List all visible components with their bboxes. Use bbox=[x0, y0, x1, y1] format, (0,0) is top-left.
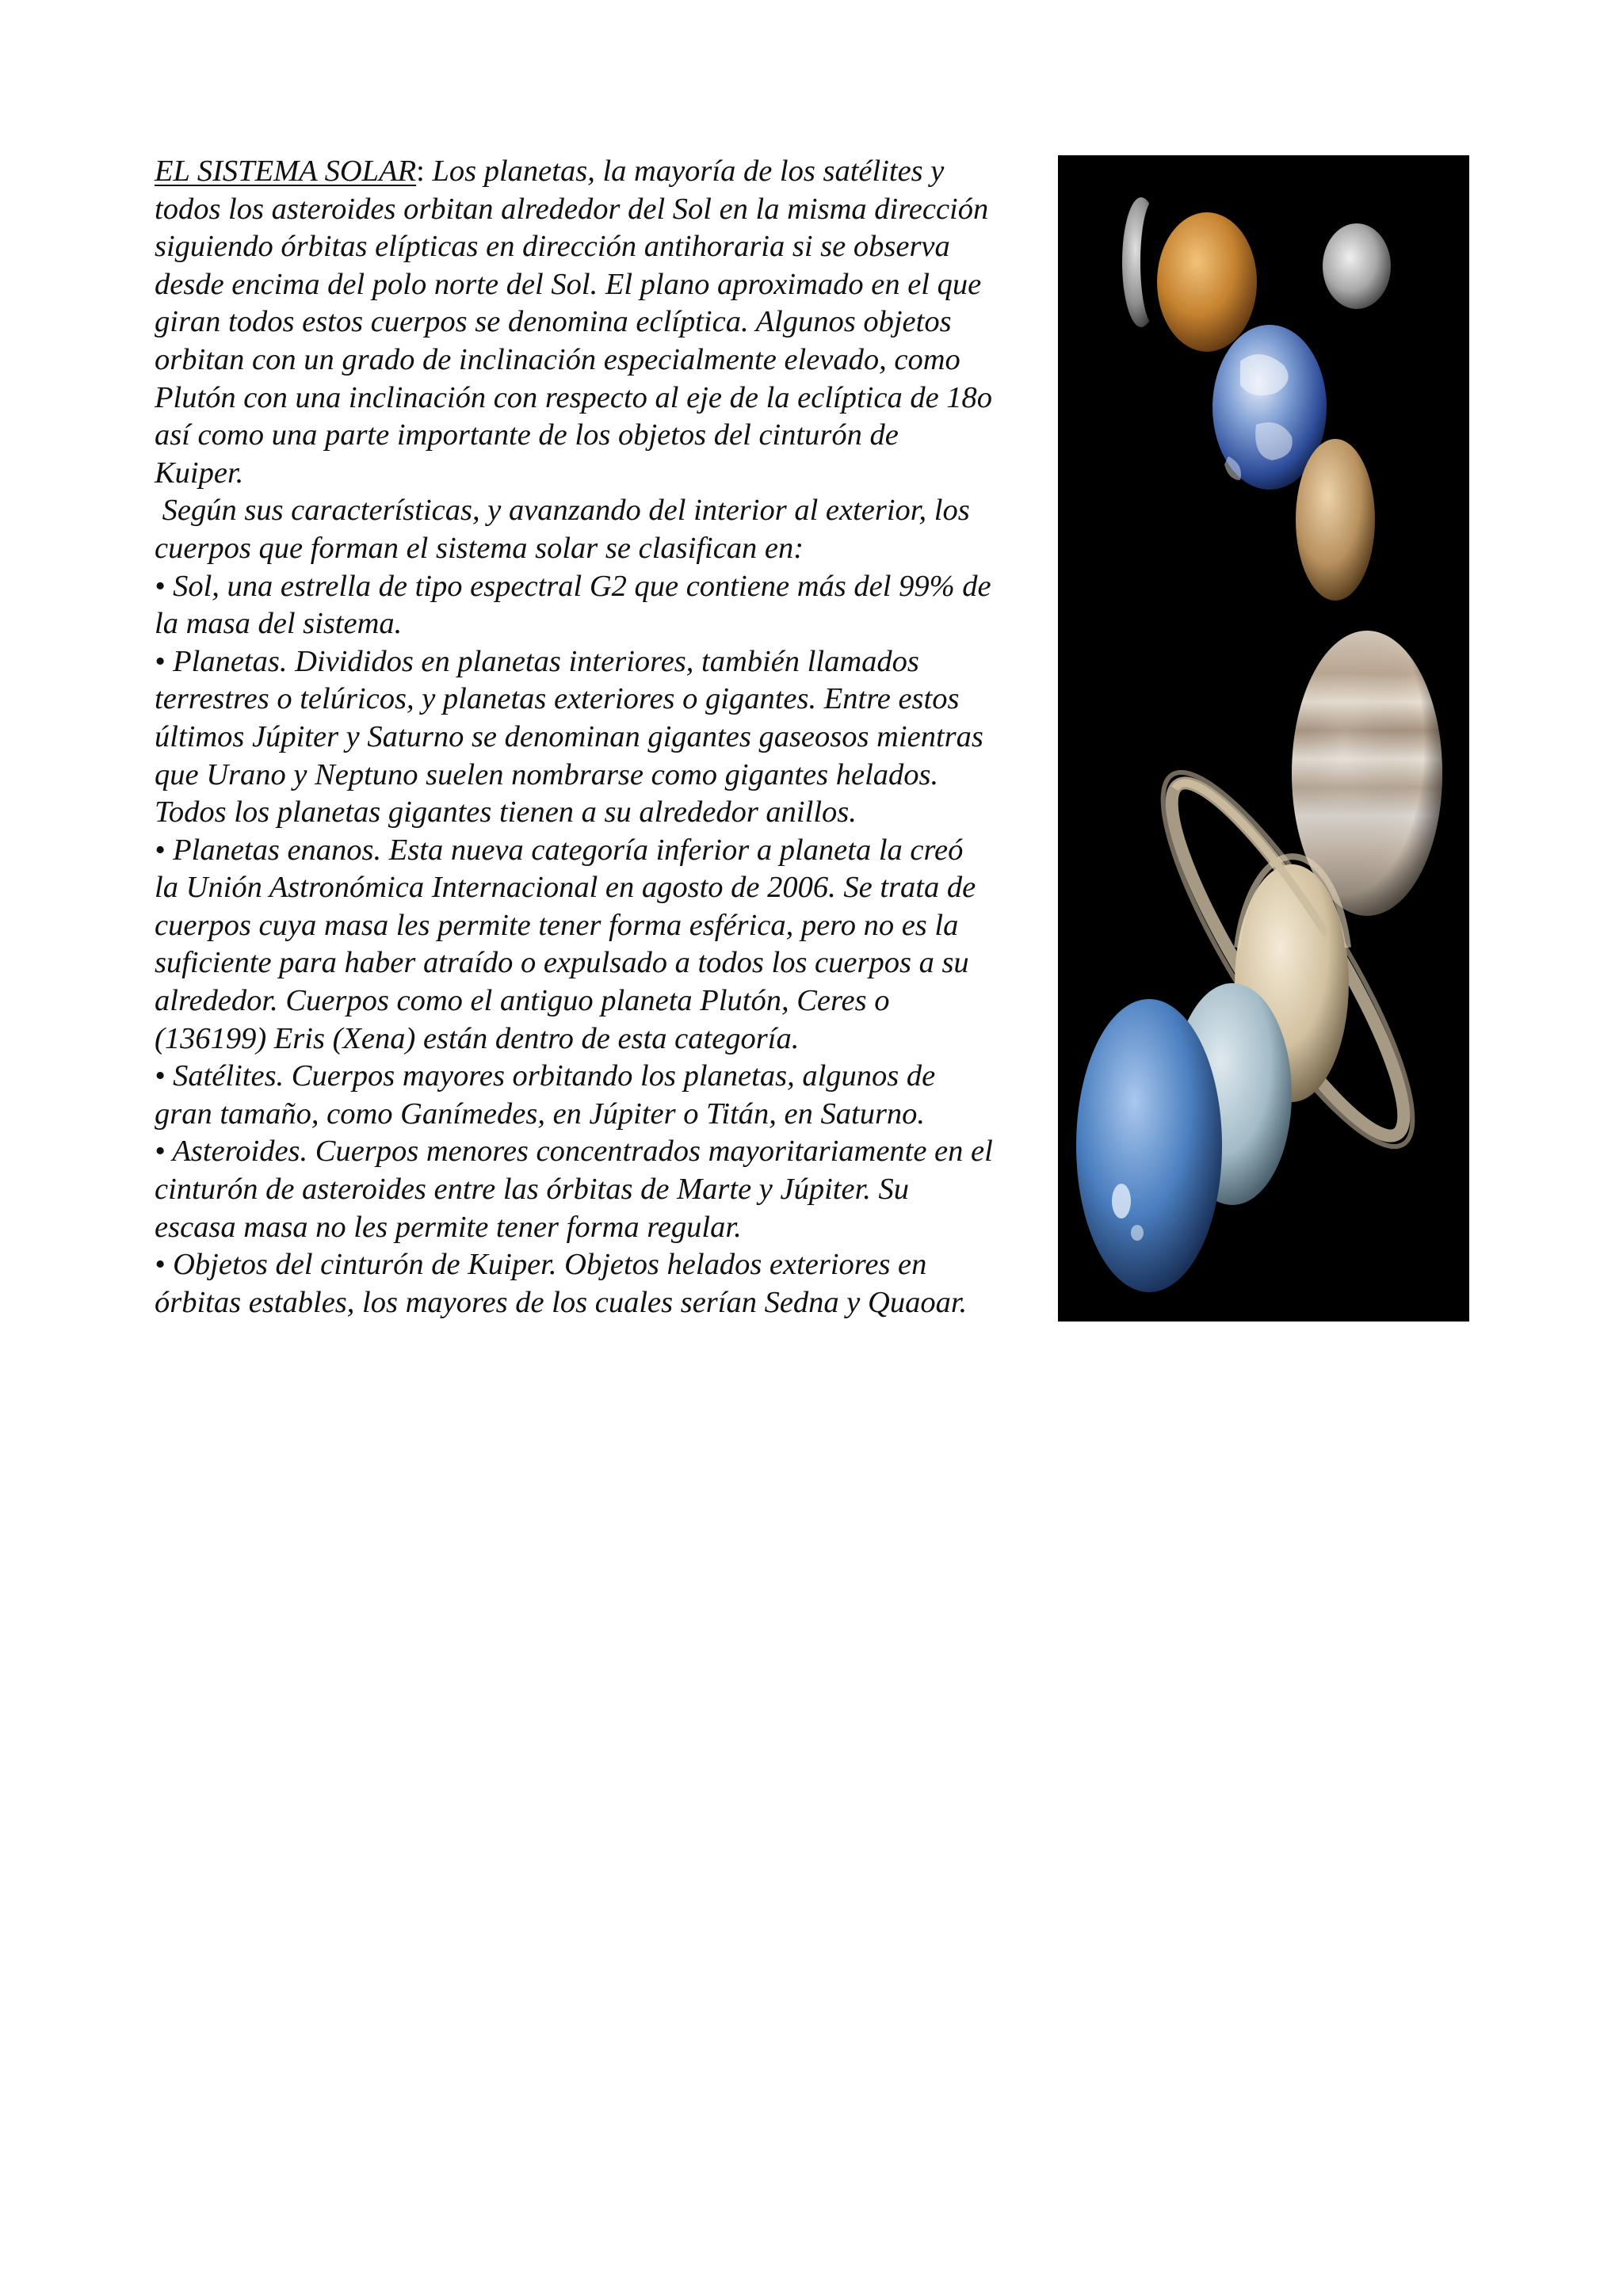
document-body bbox=[155, 153, 1066, 1322]
text-line: alrededor. Cuerpos como el antiguo planeta Plutón, Ceres o bbox=[155, 984, 890, 1018]
moon bbox=[1323, 223, 1391, 309]
text-line: últimos Júpiter y Saturno se denominan gigantes gaseosos mientras bbox=[155, 719, 983, 753]
text-line: cuerpos cuya masa les permite tener forma esférica, pero no es la bbox=[155, 908, 959, 942]
text-line: cinturón de asteroides entre las órbitas de Marte y Júpiter. Su bbox=[155, 1173, 910, 1207]
text-line: (136199) Eris (Xena) están dentro de esta categoría. bbox=[155, 1021, 800, 1055]
first-line bbox=[155, 153, 1066, 191]
first-line-text: Los planetas, la mayoría de los satélites y bbox=[424, 154, 945, 188]
neptune bbox=[1076, 999, 1222, 1292]
text-line: Todos los planetas gigantes tienen a su alrededor anillos. bbox=[155, 795, 857, 830]
text-line: Plutón con una inclinación con respecto al eje de la eclíptica de 18o bbox=[155, 380, 993, 414]
solar-system-planets-image bbox=[1058, 155, 1469, 1322]
text-line: giran todos estos cuerpos se denomina eclíptica. Algunos objetos bbox=[155, 305, 952, 339]
list-item-line: • Satélites. Cuerpos mayores orbitando los planetas, algunos de bbox=[155, 1059, 936, 1093]
list-item-line: • Planetas enanos. Esta nueva categoría inferior a planeta la creó bbox=[155, 833, 964, 867]
text-line: Según sus características, y avanzando del interior al exterior, los bbox=[155, 494, 970, 528]
venus bbox=[1157, 212, 1257, 352]
text-line: la masa del sistema. bbox=[155, 607, 403, 641]
heading-colon: : bbox=[416, 154, 425, 188]
text-line: desde encima del polo norte del Sol. El plano aproximado en el que bbox=[155, 267, 982, 301]
list-item-line: • Objetos del cinturón de Kuiper. Objetos helados exteriores en bbox=[155, 1248, 927, 1282]
list-item-line: • Planetas. Divididos en planetas interiores, también llamados bbox=[155, 644, 919, 678]
text-line: escasa masa no les permite tener forma regular. bbox=[155, 1210, 742, 1244]
text-line: órbitas estables, los mayores de los cuales serían Sedna y Quaoar. bbox=[155, 1285, 968, 1319]
text-line: orbitan con un grado de inclinación especialmente elevado, como bbox=[155, 342, 960, 376]
text-line: que Urano y Neptuno suelen nombrarse como gigantes helados. bbox=[155, 757, 939, 791]
text-line: así como una parte importante de los objetos del cinturón de bbox=[155, 418, 899, 452]
text-line: cuerpos que forman el sistema solar se clasifican en: bbox=[155, 531, 804, 565]
document-heading: EL SISTEMA SOLAR bbox=[155, 154, 417, 188]
list-item-line: • Sol, una estrella de tipo espectral G2 que contiene más del 99% de bbox=[155, 569, 991, 603]
text-line: gran tamaño, como Ganímedes, en Júpiter o Titán, en Saturno. bbox=[155, 1097, 926, 1131]
planets-illustration bbox=[1058, 155, 1469, 1322]
text-line: terrestres o telúricos, y planetas exteriores o gigantes. Entre estos bbox=[155, 682, 960, 716]
mars bbox=[1296, 439, 1375, 601]
jupiter bbox=[1292, 631, 1442, 916]
text-line: siguiendo órbitas elípticas en dirección antihoraria si se observa bbox=[155, 230, 950, 264]
text-line: todos los asteroides orbitan alrededor del Sol en la misma dirección bbox=[155, 192, 989, 226]
list-item-line: • Asteroides. Cuerpos menores concentrados mayoritariamente en el bbox=[155, 1135, 993, 1169]
text-line: suficiente para haber atraído o expulsado a todos los cuerpos a su bbox=[155, 946, 969, 980]
text-line: Kuiper. bbox=[155, 456, 244, 490]
text-line: la Unión Astronómica Internacional en agosto de 2006. Se trata de bbox=[155, 871, 976, 905]
